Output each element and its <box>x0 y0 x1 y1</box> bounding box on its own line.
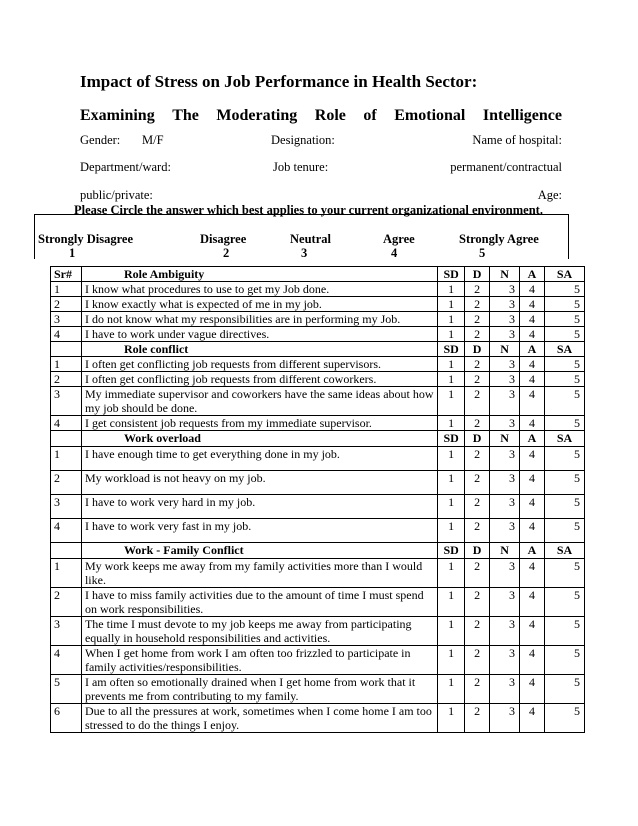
question-number: 1 <box>51 282 82 297</box>
question-row <box>51 387 585 416</box>
question-row <box>51 471 585 495</box>
section-title: Work overload <box>81 431 437 447</box>
answer-option[interactable]: 3 <box>490 495 520 519</box>
question-number: 2 <box>51 588 82 617</box>
answer-option[interactable]: 4 <box>520 588 545 617</box>
answer-option[interactable]: 3 <box>490 646 520 675</box>
scale-col-header: SA <box>544 543 584 559</box>
scale-col-header: SA <box>544 342 584 357</box>
answer-option[interactable]: 1 <box>438 372 465 387</box>
answer-option[interactable]: 1 <box>438 312 465 327</box>
question-row <box>51 372 585 387</box>
sr-header: Sr# <box>51 267 82 282</box>
answer-option[interactable]: 1 <box>438 327 465 342</box>
subtitle-word: of <box>363 107 377 124</box>
answer-option[interactable]: 2 <box>465 312 490 327</box>
answer-option[interactable]: 1 <box>438 588 465 617</box>
scale-label: Disagree <box>200 232 247 246</box>
scale-number: 2 <box>223 246 230 260</box>
subtitle-word: Emotional <box>394 107 466 124</box>
question-text: I am often so emotionally drained when I get home from work that it prevents me from contributing to my family. <box>81 675 437 704</box>
question-text: I have to work very hard in my job. <box>81 495 437 519</box>
answer-option[interactable]: 2 <box>465 495 490 519</box>
answer-option[interactable]: 2 <box>465 447 490 471</box>
question-number: 5 <box>51 675 82 704</box>
answer-option[interactable]: 4 <box>520 495 545 519</box>
scale-label: Agree <box>383 232 415 246</box>
answer-option[interactable]: 2 <box>465 372 490 387</box>
answer-option[interactable]: 3 <box>490 297 520 312</box>
subtitle-word: Examining <box>80 107 155 124</box>
answer-option[interactable]: 3 <box>490 357 520 372</box>
scale-label: Neutral <box>290 232 331 246</box>
scale-col-header: A <box>520 267 545 282</box>
question-text: I have to miss family activities due to the amount of time I must spend on work responsibilities. <box>81 588 437 617</box>
scale-col-header: D <box>465 267 490 282</box>
question-row <box>51 588 585 617</box>
scale-col-header: SD <box>438 431 465 447</box>
question-row <box>51 447 585 471</box>
tenure-label: Job tenure: <box>273 160 329 174</box>
section-title: Role Ambiguity <box>81 267 437 282</box>
scale-col-header: SD <box>438 543 465 559</box>
section-header-row <box>51 431 585 447</box>
answer-option[interactable]: 2 <box>465 617 490 646</box>
question-row <box>51 704 585 733</box>
question-text: I often get conflicting job requests from different coworkers. <box>81 372 437 387</box>
question-text: The time I must devote to my job keeps me away from participating equally in household responsibilities and activities. <box>81 617 437 646</box>
answer-option[interactable]: 4 <box>520 675 545 704</box>
answer-option[interactable]: 5 <box>544 416 584 431</box>
answer-option[interactable]: 1 <box>438 297 465 312</box>
question-row <box>51 495 585 519</box>
answer-option[interactable]: 1 <box>438 447 465 471</box>
question-row <box>51 559 585 588</box>
designation-label: Designation: <box>271 133 335 147</box>
question-text: I have enough time to get everything done in my job. <box>81 447 437 471</box>
answer-option[interactable]: 5 <box>544 372 584 387</box>
subtitle-word: Moderating <box>216 107 298 124</box>
answer-option[interactable]: 2 <box>465 471 490 495</box>
question-number: 2 <box>51 297 82 312</box>
scale-col-header: D <box>465 342 490 357</box>
sector-label: public/private: <box>80 188 153 202</box>
question-row <box>51 519 585 543</box>
answer-option[interactable]: 1 <box>438 282 465 297</box>
question-text: I get consistent job requests from my immediate supervisor. <box>81 416 437 431</box>
answer-option[interactable]: 2 <box>465 675 490 704</box>
answer-option[interactable]: 1 <box>438 704 465 733</box>
answer-option[interactable]: 2 <box>465 297 490 312</box>
instruction-text: Please Circle the answer which best applies to your current organizational environment. <box>74 203 543 217</box>
scale-col-header: N <box>490 267 520 282</box>
answer-option[interactable]: 4 <box>520 282 545 297</box>
question-text: I often get conflicting job requests from different supervisors. <box>81 357 437 372</box>
question-number: 2 <box>51 471 82 495</box>
question-number: 1 <box>51 357 82 372</box>
scale-number: 1 <box>69 246 76 260</box>
answer-option[interactable]: 2 <box>465 588 490 617</box>
answer-option[interactable]: 4 <box>520 327 545 342</box>
answer-option[interactable]: 3 <box>490 327 520 342</box>
answer-option[interactable]: 5 <box>544 297 584 312</box>
gender-label: Gender: <box>80 133 121 147</box>
question-row <box>51 416 585 431</box>
scale-col-header: A <box>520 431 545 447</box>
section-header-row <box>51 342 585 357</box>
answer-option[interactable]: 2 <box>465 559 490 588</box>
subtitle-word: The <box>172 107 199 124</box>
answer-option[interactable]: 3 <box>490 559 520 588</box>
gender-value: M/F <box>142 133 164 147</box>
answer-option[interactable]: 5 <box>544 495 584 519</box>
answer-option[interactable]: 5 <box>544 447 584 471</box>
hospital-label: Name of hospital: <box>472 133 562 147</box>
scale-number: 3 <box>301 246 308 260</box>
answer-option[interactable]: 3 <box>490 282 520 297</box>
question-number: 1 <box>51 559 82 588</box>
answer-option[interactable]: 4 <box>520 312 545 327</box>
question-text: My workload is not heavy on my job. <box>81 471 437 495</box>
tenure-value: permanent/contractual <box>450 160 562 174</box>
answer-option[interactable]: 5 <box>544 387 584 416</box>
answer-option[interactable]: 3 <box>490 675 520 704</box>
answer-option[interactable]: 5 <box>544 471 584 495</box>
department-label: Department/ward: <box>80 160 171 174</box>
answer-option[interactable]: 1 <box>438 495 465 519</box>
answer-option[interactable]: 2 <box>465 704 490 733</box>
question-number: 3 <box>51 495 82 519</box>
answer-option[interactable]: 4 <box>520 646 545 675</box>
question-number: 4 <box>51 327 82 342</box>
question-row <box>51 312 585 327</box>
question-text: I know what procedures to use to get my Job done. <box>81 282 437 297</box>
scale-col-header: N <box>490 431 520 447</box>
answer-option[interactable]: 5 <box>544 588 584 617</box>
answer-option[interactable]: 4 <box>520 704 545 733</box>
question-row <box>51 357 585 372</box>
answer-option[interactable]: 4 <box>520 387 545 416</box>
question-text: I do not know what my responsibilities are in performing my Job. <box>81 312 437 327</box>
answer-option[interactable]: 3 <box>490 387 520 416</box>
answer-option[interactable]: 2 <box>465 357 490 372</box>
question-row <box>51 327 585 342</box>
scale-col-header: D <box>465 431 490 447</box>
question-number: 3 <box>51 617 82 646</box>
likert-scale-legend <box>34 214 569 259</box>
answer-option[interactable]: 2 <box>465 387 490 416</box>
question-row <box>51 617 585 646</box>
scale-col-header: SA <box>544 267 584 282</box>
question-text: When I get home from work I am often too frizzled to participate in family activities/responsibilities. <box>81 646 437 675</box>
scale-col-header: SD <box>438 267 465 282</box>
scale-label: Strongly Agree <box>459 232 539 246</box>
subtitle-word: Intelligence <box>482 107 562 124</box>
answer-option[interactable]: 3 <box>490 447 520 471</box>
question-number: 6 <box>51 704 82 733</box>
section-header-row <box>51 543 585 559</box>
section-header-row <box>51 267 585 282</box>
answer-option[interactable]: 5 <box>544 327 584 342</box>
answer-option[interactable]: 5 <box>544 675 584 704</box>
question-number: 4 <box>51 416 82 431</box>
answer-option[interactable]: 1 <box>438 559 465 588</box>
document-subtitle <box>80 107 562 125</box>
scale-col-header: A <box>520 543 545 559</box>
answer-option[interactable]: 3 <box>490 471 520 495</box>
answer-option[interactable]: 2 <box>465 646 490 675</box>
question-text: My work keeps me away from my family activities more than I would like. <box>81 559 437 588</box>
answer-option[interactable]: 3 <box>490 588 520 617</box>
question-number: 2 <box>51 372 82 387</box>
question-text: I have to work very fast in my job. <box>81 519 437 543</box>
answer-option[interactable]: 4 <box>520 471 545 495</box>
section-title: Work - Family Conflict <box>81 543 437 559</box>
question-number: 1 <box>51 447 82 471</box>
age-label: Age: <box>537 188 562 202</box>
scale-col-header: SA <box>544 431 584 447</box>
question-text: Due to all the pressures at work, sometimes when I come home I am too stressed to do the things I enjoy. <box>81 704 437 733</box>
question-row <box>51 282 585 297</box>
subtitle-word: Role <box>314 107 346 124</box>
answer-option[interactable]: 5 <box>544 559 584 588</box>
answer-option[interactable]: 3 <box>490 519 520 543</box>
question-number: 3 <box>51 387 82 416</box>
answer-option[interactable]: 4 <box>520 416 545 431</box>
answer-option[interactable]: 4 <box>520 617 545 646</box>
answer-option[interactable]: 5 <box>544 646 584 675</box>
answer-option[interactable]: 5 <box>544 312 584 327</box>
answer-option[interactable]: 1 <box>438 646 465 675</box>
answer-option[interactable]: 3 <box>490 704 520 733</box>
answer-option[interactable]: 1 <box>438 471 465 495</box>
answer-option[interactable]: 1 <box>438 617 465 646</box>
answer-option[interactable]: 2 <box>465 519 490 543</box>
question-number: 4 <box>51 519 82 543</box>
answer-option[interactable]: 1 <box>438 675 465 704</box>
answer-option[interactable]: 1 <box>438 357 465 372</box>
answer-option[interactable]: 3 <box>490 372 520 387</box>
answer-option[interactable]: 4 <box>520 357 545 372</box>
answer-option[interactable]: 3 <box>490 312 520 327</box>
answer-option[interactable]: 1 <box>438 416 465 431</box>
question-row <box>51 297 585 312</box>
answer-option[interactable]: 4 <box>520 519 545 543</box>
answer-option[interactable]: 4 <box>520 297 545 312</box>
question-number: 3 <box>51 312 82 327</box>
document-title: Impact of Stress on Job Performance in Health Sector: <box>80 72 478 91</box>
scale-col-header: D <box>465 543 490 559</box>
scale-col-header: A <box>520 342 545 357</box>
answer-option[interactable]: 2 <box>465 327 490 342</box>
sr-header <box>51 543 82 559</box>
question-text: My immediate supervisor and coworkers have the same ideas about how my job should be done. <box>81 387 437 416</box>
scale-col-header: N <box>490 342 520 357</box>
scale-label: Strongly Disagree <box>38 232 134 246</box>
scale-col-header: SD <box>438 342 465 357</box>
answer-option[interactable]: 4 <box>520 447 545 471</box>
answer-option[interactable]: 3 <box>490 416 520 431</box>
answer-option[interactable]: 4 <box>520 372 545 387</box>
questionnaire-table <box>50 266 585 733</box>
answer-option[interactable]: 5 <box>544 357 584 372</box>
question-row <box>51 675 585 704</box>
answer-option[interactable]: 1 <box>438 387 465 416</box>
answer-option[interactable]: 5 <box>544 704 584 733</box>
question-text: I know exactly what is expected of me in my job. <box>81 297 437 312</box>
answer-option[interactable]: 3 <box>490 617 520 646</box>
sr-header <box>51 431 82 447</box>
answer-option[interactable]: 2 <box>465 282 490 297</box>
answer-option[interactable]: 4 <box>520 559 545 588</box>
scale-number: 4 <box>391 246 398 260</box>
scale-number: 5 <box>479 246 486 260</box>
question-number: 4 <box>51 646 82 675</box>
scale-col-header: N <box>490 543 520 559</box>
question-row <box>51 646 585 675</box>
answer-option[interactable]: 5 <box>544 282 584 297</box>
question-text: I have to work under vague directives. <box>81 327 437 342</box>
answer-option[interactable]: 2 <box>465 416 490 431</box>
answer-option[interactable]: 5 <box>544 617 584 646</box>
answer-option[interactable]: 1 <box>438 519 465 543</box>
answer-option[interactable]: 5 <box>544 519 584 543</box>
section-title: Role conflict <box>81 342 437 357</box>
sr-header <box>51 342 82 357</box>
